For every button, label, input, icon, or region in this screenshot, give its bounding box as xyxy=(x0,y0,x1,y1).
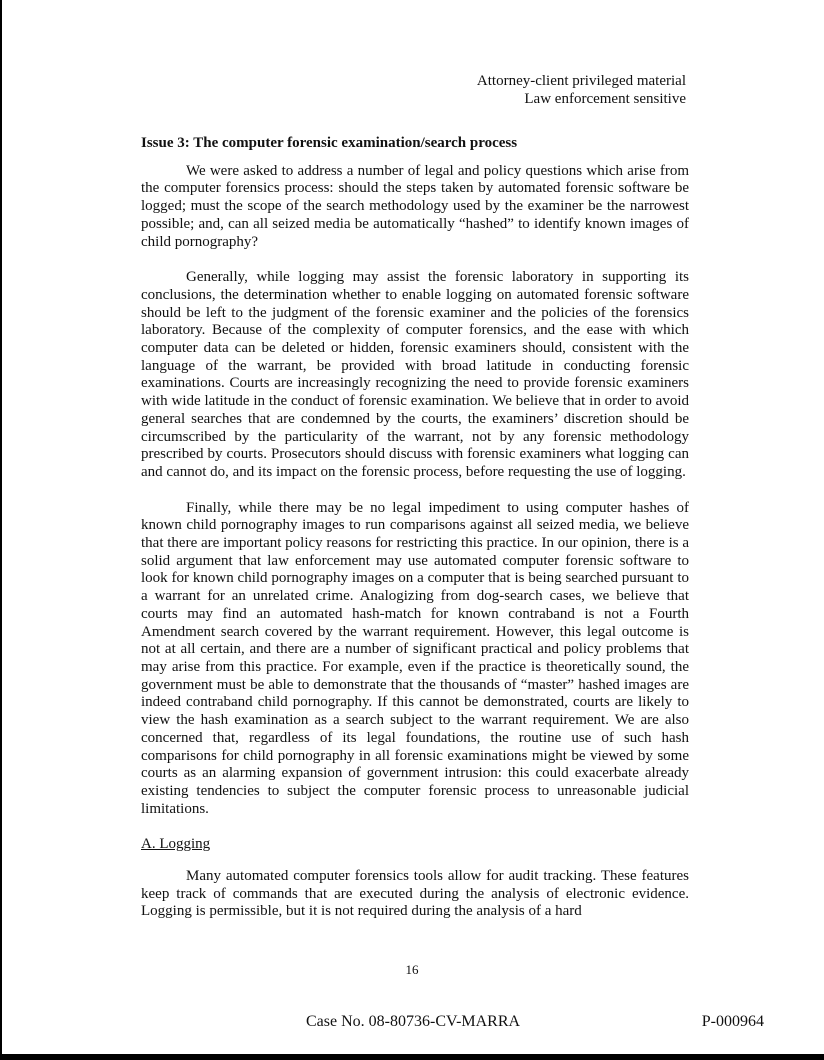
paragraph-questions: We were asked to address a number of legal and policy questions which arise from the computer forensics process: should the steps taken by automated forensic software be logged; must the scope of the search methodology used by the examiner be the narrowest possible; and, can all seized media be automatically “hashed” to identify known images of child pornography? xyxy=(141,162,689,250)
document-body xyxy=(141,135,689,939)
case-number: Case No. 08-80736-CV-MARRA xyxy=(306,1013,521,1030)
paragraph-logging-discretion: Generally, while logging may assist the forensic laboratory in supporting its conclusions, the determination whether to enable logging on automated forensic software should be left to the judgment of the forensic examiner and the policies of the forensics laboratory. Because of the complexity of computer forensics, and the ease with which computer data can be deleted or hidden, forensic examiners should, consistent with the language of the warrant, be provided with broad latitude in conducting forensic examinations. Courts are increasingly recognizing the need to provide forensic examiners with wide latitude in the conduct of forensic examination. We believe that in order to avoid general searches that are condemned by the courts, the examiners’ discretion should be circumscribed by the particularity of the warrant, not by any forensic methodology prescribed by courts. Prosecutors should discuss with forensic examiners what logging can and cannot do, and its impact on the forensic process, before requesting the use of logging. xyxy=(141,269,689,480)
bates-number: P-000964 xyxy=(701,1013,764,1030)
paragraph-audit-tracking: Many automated computer forensics tools allow for audit tracking. These features keep track of commands that are executed during the analysis of electronic evidence. Logging is permissible, but it is not required during the analysis of a hard xyxy=(141,868,689,920)
notice-line-sensitive: Law enforcement sensitive xyxy=(524,91,686,107)
notice-line-privileged: Attorney-client privileged material xyxy=(476,73,686,89)
section-heading-logging: A. Logging xyxy=(141,836,211,853)
paragraph-hash-comparisons: Finally, while there may be no legal impediment to using computer hashes of known child pornography images to run comparisons against all seized media, we believe that there are important policy reasons for restricting this practice. In our opinion, there is a solid argument that law enforcement may use automated computer forensic software to look for known child pornography images on a computer that is being searched pursuant to a warrant for an unrelated crime. Analogizing from dog-search cases, we believe that courts may find an automated hash-match for known contraband is not a Fourth Amendment search covered by the warrant requirement. However, this legal outcome is not at all certain, and there are a number of significant practical and policy problems that may arise from this practice. For example, even if the practice is theoretically sound, the government must be able to demonstrate that the thousands of “master” hashed images are indeed contraband child pornography. If this cannot be demonstrated, courts are likely to view the hash examination as a search subject to the warrant requirement. We are also concerned that, regardless of its legal foundations, the routine use of such hash comparisons for child pornography in all forensic examinations might be viewed by some courts as an alarming expansion of government intrusion: this could exacerbate already existing tendencies to subject the computer forensic process to unreasonable judicial limitations. xyxy=(141,499,689,817)
confidentiality-notice xyxy=(477,72,686,108)
page-number: 16 xyxy=(405,962,419,977)
issue-heading: Issue 3: The computer forensic examination/search process xyxy=(141,135,518,151)
